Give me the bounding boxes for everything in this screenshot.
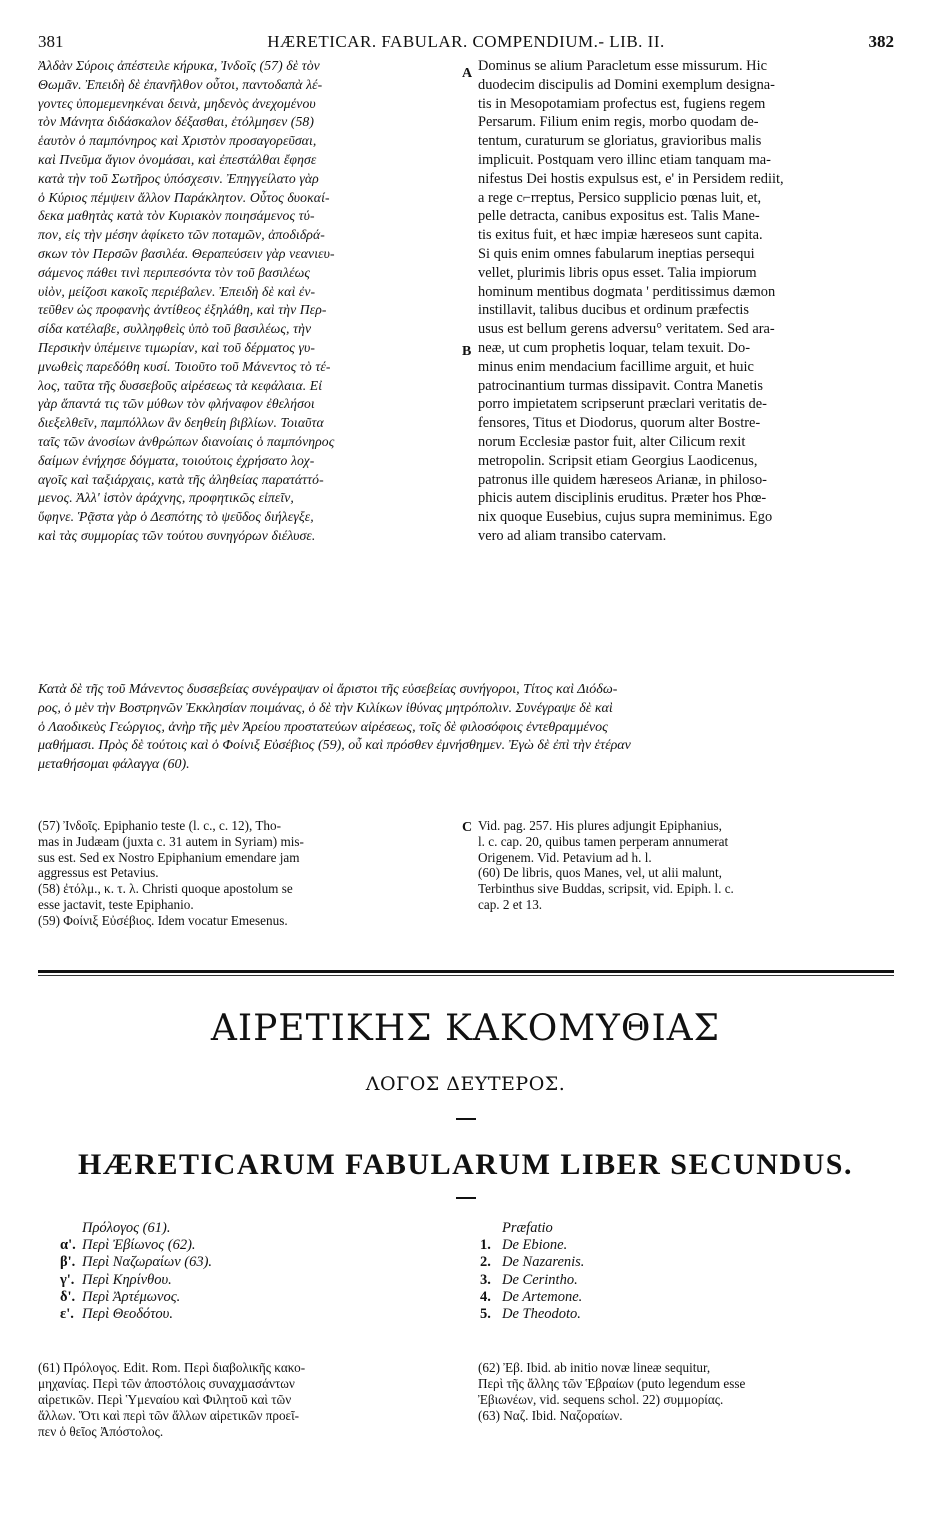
text-line: Dominus se alium Paracletum esse missurum. Hic	[478, 58, 767, 74]
text-line: σίδα κατέλαβε, συλληφθεὶς ὑπὸ τοῦ βασιλέως, τὴν	[38, 321, 312, 337]
note-line: aggressus est Petavius.	[38, 865, 159, 881]
text-line: καὶ Πνεῦμα ἅγιον ὀνομάσαι, καὶ ἐπεστάλθαι ἔφησε	[38, 151, 317, 167]
section-rule-thin	[38, 975, 894, 976]
footnote-line: ἄλλων. Ὅτι καὶ περὶ τῶν ἄλλων αἱρετικῶν προεῖ-	[38, 1408, 300, 1423]
note-line: cap. 2 et 13.	[478, 896, 543, 912]
footnote-line: πεν ὁ θεῖος Ἀπόστολος.	[38, 1424, 164, 1439]
note-line: Terbinthus sive Buddas, scripsit, vid. Epiph. l. c.	[478, 881, 734, 897]
contents-item	[480, 1306, 860, 1323]
greek-full-width-paragraph	[38, 681, 894, 775]
contents-item-label: Περὶ Ναζωραίων (63).	[82, 1254, 213, 1271]
contents-item-label: De Cerintho.	[502, 1271, 578, 1288]
contents-item-label: Περὶ Ἐβίωνος (62).	[82, 1237, 196, 1254]
footnotes-left	[38, 1360, 458, 1440]
text-line: ὁ Κύριος πέμψειν ἄλλον Παράκλητον. Οὗτος δυοκαί-	[38, 189, 330, 205]
text-line: neæ, ut cum prophetis loquar, telam texuit. Do-	[478, 339, 750, 356]
margin-marker-b: B	[462, 344, 472, 359]
text-line: ἑαυτὸν ὁ παμπόνηρος καὶ Χριστὸν προσαγορεῦσαι,	[38, 133, 317, 149]
text-line: nifestus Dei hostis expulsus est, e' in Persidem rediit,	[478, 170, 784, 187]
footnote-line: μηχανίας. Περὶ τῶν ἀποστόλοις συναχμασάντων	[38, 1376, 295, 1391]
contents-item-number: 3.	[480, 1271, 491, 1288]
text-line: vero ad aliam transibo catervam.	[478, 527, 667, 544]
greek-column	[38, 57, 468, 546]
contents-item-number: α'.	[60, 1237, 76, 1254]
text-line: a rege c⌐rreptus, Persico supplicio pœnas luit, et,	[478, 189, 762, 206]
contents-item	[480, 1237, 860, 1254]
text-line: πον, εἰς τὴν μέσην ἀφίκετο τῶν ποταμῶν, ἀποδιδρά-	[38, 227, 325, 243]
contents-item-number: 2.	[480, 1254, 491, 1271]
contents-item-label: De Ebione.	[502, 1237, 568, 1254]
note-line: Vid. pag. 257. His plures adjungit Epiphanius,	[478, 818, 722, 833]
contents-item	[60, 1306, 440, 1323]
text-line: καὶ τὰς συμμορίας τῶν τούτου συνηγόρων διέλυσε.	[38, 527, 316, 543]
contents-item	[60, 1289, 440, 1306]
latin-column	[478, 57, 894, 546]
note-line: l. c. cap. 20, quibus tamen perperam annumerat	[478, 833, 729, 849]
contents-item-number: β'.	[60, 1254, 76, 1271]
text-line: Κατὰ δὲ τῆς τοῦ Μάνεντος δυσσεβείας συνέγραψαν οἱ ἄριστοι τῆς εὐσεβείας συνήγοροι, Τίτος καὶ Διόδω-	[38, 682, 618, 697]
margin-marker-c: C	[462, 820, 473, 835]
contents-item-label: Περὶ Θεοδότου.	[82, 1306, 173, 1323]
text-line: γοντες ὑπομεμενηκέναι δεινὰ, μηδενὸς ἀνεχομένου	[38, 95, 316, 111]
contents-item-number: 1.	[480, 1237, 491, 1254]
contents-item	[60, 1237, 440, 1254]
footnote-line: (62) Ἐβ. Ibid. ab initio novæ lineæ sequitur,	[478, 1360, 711, 1375]
text-line: ρος, ὁ μὲν τὴν Βοστρηνῶν Ἐκκλησίαν ποιμάνας, ὁ δὲ τὴν Κιλίκων ἰθύνας μητρόπολιν. Συνέγραψε δὲ καὶ	[38, 700, 613, 716]
contents-item-number: 5.	[480, 1306, 491, 1323]
contents-latin	[480, 1220, 860, 1323]
text-line: instillavit, talibus ducibus et ordinum præfectis	[478, 302, 749, 319]
text-line: patrocinantium turmas dissipavit. Contra Manetis	[478, 377, 763, 394]
text-line: μνωθεὶς παρεδόθη κυσί. Τοιοῦτο τοῦ Μάνεντος τὸ τέ-	[38, 358, 331, 374]
text-line: patronus ille quidem hæreseos Arianæ, in philoso-	[478, 471, 767, 488]
note-line: (57) Ἰνδοῖς. Epiphanio teste (l. c., c. 12), Tho-	[38, 818, 281, 833]
footnote-line: (61) Πρόλογος. Edit. Rom. Περὶ διαβολικῆς κακο-	[38, 1360, 306, 1375]
text-line: tis exitus fuit, et hæc impiæ hæreseos sunt capita.	[478, 227, 763, 244]
contents-item	[60, 1254, 440, 1271]
text-line: τὸν Μάνητα διδάσκαλον δέξασθαι, ἐτόλμησεν (58)	[38, 114, 314, 130]
text-line: hominum mentibus dogmata ' perditissimus dæmon	[478, 283, 776, 300]
text-line: tis in Mesopotamiam profectus est, fugiens regem	[478, 95, 766, 112]
text-line: σάμενος πάθει τινὶ περιπεσόντα τὸν τοῦ βασιλέως	[38, 264, 311, 280]
section-rule	[38, 970, 894, 973]
contents-item-label: De Theodoto.	[502, 1306, 581, 1323]
note-line: (58) ἐτόλμ., κ. τ. λ. Christi quoque apostolum se	[38, 881, 293, 897]
text-line: Περσικὴν ὑπέμεινε τιμωρίαν, καὶ τοῦ δέρματος γυ-	[38, 339, 316, 355]
contents-item-label: Περὶ Κηρίνθου.	[82, 1271, 172, 1288]
footnote-line: (63) Ναζ. Ibid. Ναζοραίων.	[478, 1408, 623, 1423]
text-line: Θωμᾶν. Ἐπειδὴ δὲ ἐπανῆλθον οὗτοι, παντοδαπὰ λέ-	[38, 76, 323, 92]
contents-prologue: Præfatio	[502, 1220, 553, 1236]
book-title-greek: ΑΙΡΕΤΙΚΗΣ ΚΑΚΟΜΥΘΙΑΣ	[210, 1008, 721, 1049]
notes-left	[38, 818, 458, 929]
contents-item	[480, 1272, 860, 1289]
contents-item-label: De Artemone.	[502, 1288, 583, 1305]
notes-right	[478, 818, 894, 913]
text-line: υἱὸν, μείζοσι κακοῖς περιέβαλεν. Ἐπειδὴ δὲ καὶ ἐν-	[38, 283, 316, 299]
text-line: μεταθήσομαι φάλαγγα (60).	[38, 757, 190, 773]
text-line: porro impietatem scripserunt præclari veritatis de-	[478, 396, 767, 413]
text-line: τεῦθεν ὡς προφανὴς ἀντίθεος ἐξηλάθη, καὶ τὴν Περ-	[38, 302, 327, 318]
text-line: tentum, curaturum se gloriatus, gravioribus malis	[478, 133, 762, 150]
contents-item-label: Περὶ Ἀρτέμωνος.	[82, 1288, 181, 1305]
text-line: μενος. Ἀλλ' ἱστὸν ἀράχνης, προφητικῶς εἰπεῖν,	[38, 490, 294, 506]
title-dash	[456, 1197, 476, 1199]
text-line: διεξελθεῖν, παμπόλλων ἂν δεηθείη βιβλίων. Τοιαῦτα	[38, 415, 324, 431]
text-line: γὰρ ἅπαντά τις τῶν μύθων τὸν φλήναφον ἐθελήσοι	[38, 396, 315, 412]
contents-item	[480, 1254, 860, 1271]
text-line: κατὰ τὴν τοῦ Σωτῆρος ὑπόσχεσιν. Ἐπηγγείλατο γὰρ	[38, 170, 319, 186]
text-line: Ἀλδὰν Σύροις ἀπέστειλε κήρυκα, Ἰνδοῖς (57) δὲ τὸν	[38, 58, 320, 73]
contents-item	[480, 1289, 860, 1306]
text-line: fensores, Titus et Diodorus, quorum alter Bostre-	[478, 415, 761, 432]
text-line: implicuit. Postquam vero illinc etiam tanquam ma-	[478, 151, 771, 168]
text-line: phicis autem disciplinis eruditus. Præter hos Phœ-	[478, 490, 767, 507]
note-line: (59) Φοίνιξ Εὐσέβιος. Idem vocatur Emesenus.	[38, 912, 288, 928]
text-line: σκων τὸν Περσῶν βασιλέα. Θεραπεύσειν γὰρ νεανιευ-	[38, 245, 335, 261]
contents-greek	[60, 1220, 440, 1323]
contents-item-number: δ'.	[60, 1288, 76, 1305]
contents-item-number: γ'.	[60, 1271, 75, 1288]
text-line: μαθήμασι. Πρὸς δὲ τούτοις καὶ ὁ Φοίνιξ Εὐσέβιος (59), οὗ καὶ πρόσθεν ἐμνήσθημεν. Ἐγὼ δὲ ἐπὶ τὴν ἑτέραν	[38, 738, 631, 754]
text-line: δαίμων ἐνήχησε δόγματα, τοιούτοις ἐχρήσατο λοχ-	[38, 452, 315, 468]
note-line: esse jactavit, teste Epiphanio.	[38, 896, 194, 912]
text-line: ταῖς τῶν ἀνοσίων ἀνθρώπων διανοίαις ὁ παμπόνηρος	[38, 433, 335, 449]
text-line: nix quoque Eusebius, cujus supra meminimus. Ego	[478, 509, 773, 526]
title-dash	[456, 1118, 476, 1120]
note-line: (60) De libris, quos Manes, vel, ut alii malunt,	[478, 865, 722, 881]
text-line: minus enim mendacium facillime arguit, et huic	[478, 358, 754, 375]
text-line: Persarum. Filium enim regis, morbo quodam de-	[478, 114, 759, 131]
text-line: λος, ταῦτα τῆς δυσσεβοῦς αἱρέσεως τὰ κεφάλαια. Εἰ	[38, 377, 323, 393]
contents-item	[60, 1272, 440, 1289]
text-line: duodecim discipulis ad Domini exemplum designa-	[478, 76, 775, 93]
text-line: norum Ecclesiæ pastor fuit, alter Cilicum rexit	[478, 433, 746, 450]
text-line: metropolin. Scripsit etiam Georgius Laodicenus,	[478, 452, 758, 469]
text-line: δεκα μαθητὰς κατὰ τὸν Κυριακὸν ποιησάμενος τύ-	[38, 208, 315, 224]
text-line: usus est bellum gerens adversu° veritatem. Sed ara-	[478, 321, 775, 338]
book-title-latin: HÆRETICARUM FABULARUM LIBER SECUNDUS.	[77, 1148, 853, 1181]
text-line: Si quis enim omnes fabularum ineptias persequi	[478, 245, 755, 262]
contents-prologue: Πρόλογος (61).	[82, 1220, 171, 1236]
text-line: ὁ Λαοδικεὺς Γεώργιος, ἀνὴρ τῆς μὲν Ἀρείου προστατεύων αἱρέσεως, τοῖς δὲ φιλοσόφοις ἐντεθραμμένος	[38, 719, 608, 735]
footnote-line: Περὶ τῆς ἄλλης τῶν Ἑβραίων (puto legendum esse	[478, 1376, 746, 1391]
contents-item-number: 4.	[480, 1288, 491, 1305]
text-line: pelle detracta, canibus expositus est. Talis Mane-	[478, 208, 760, 225]
running-title: HÆRETICAR. FABULAR. COMPENDIUM.- LIB. II.	[267, 32, 665, 51]
contents-item-number: ε'.	[60, 1306, 74, 1323]
note-line: sus est. Sed ex Nostro Epiphanium emendare jam	[38, 849, 300, 865]
text-line: ὕφηνε. Ῥᾷστα γὰρ ὁ Δεσπότης τὸ ψεῦδος διήλεγξε,	[38, 509, 314, 525]
text-line: αγοῖς καὶ ταξιάρχαις, κατὰ τῆς ἀληθείας παρατάττό-	[38, 471, 324, 487]
margin-marker-a: A	[462, 66, 473, 81]
footnote-line: Ἐβιωνέων, vid. sequens schol. 22) συμμορίας.	[478, 1392, 724, 1407]
footnotes-right	[478, 1360, 894, 1424]
running-header	[38, 32, 894, 54]
contents-item-label: De Nazarenis.	[502, 1254, 585, 1271]
note-line: mas in Judæam (juxta c. 31 autem in Syriam) mis-	[38, 833, 304, 849]
page-number-right: 382	[868, 32, 894, 51]
note-line: Origenem. Vid. Petavium ad h. l.	[478, 849, 652, 865]
footnote-line: αἱρετικῶν. Περὶ Ὑμεναίου καὶ Φιλητοῦ καὶ τῶν	[38, 1392, 292, 1407]
text-line: vellet, plurimis libris opus esset. Talia impiorum	[478, 264, 757, 281]
page-number-left: 381	[38, 32, 64, 51]
book-subtitle-greek: ΛΟΓΟΣ ΔΕΥΤΕΡΟΣ.	[365, 1073, 566, 1095]
